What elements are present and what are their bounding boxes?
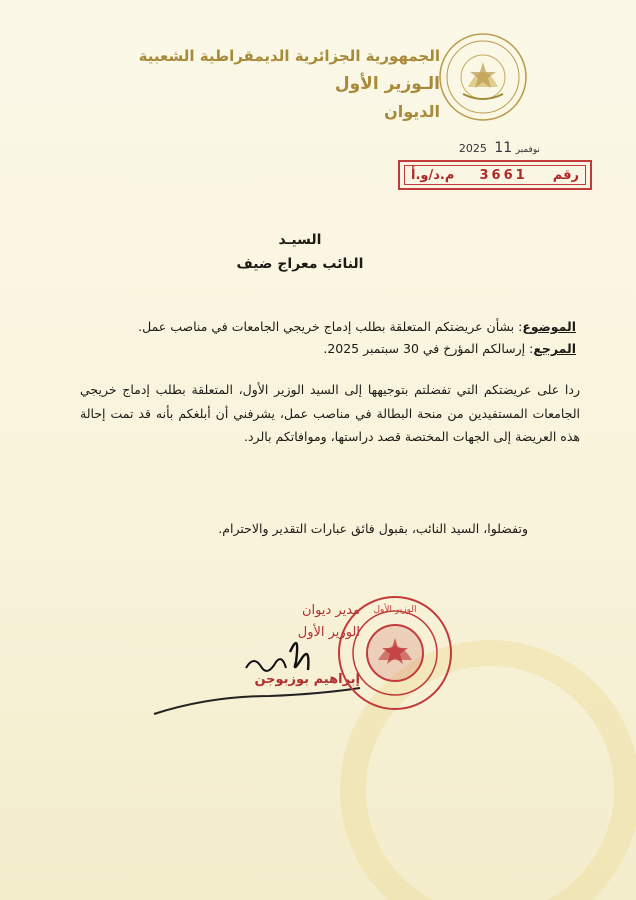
signatory-name: إبراهيم بوزبوجن (254, 672, 360, 687)
stamp-text: الوزير الأول (373, 605, 417, 615)
signatory-title-line2: الوزير الأول (297, 625, 360, 640)
reference-number: 3661 (479, 167, 528, 183)
republic-name: الجمهورية الجزائرية الديمقراطية الشعبية (138, 47, 440, 65)
reference-label: رقم (552, 167, 579, 183)
official-stamp-icon (336, 594, 454, 712)
letter-date (440, 140, 540, 156)
signatory-title-line1: مدير ديوان (302, 603, 360, 618)
body-paragraph: ردا على عريضتكم التي تفضلتم بتوجيهها إلى السيد الوزير الأول، المتعلقة بطلب إدماج خريجي الجامعات المستفيدين من منحة البطالة في مناصب عمل، يشرفني أن أبلغكم بأنه قد تمت إحالة هذه العريضة إلى الجهات المختصة قصد دراستها، وموافاتكم بالرد. (80, 382, 580, 444)
reference-code: م.د/و.أ (411, 167, 455, 183)
subject-label: الموضوع (522, 319, 576, 334)
addressee-name: النائب معراج ضيف (236, 256, 364, 272)
date-year: 2025 (458, 142, 487, 155)
date-month: نوفمبر (515, 145, 540, 155)
subject-line (56, 316, 576, 338)
closing-formula: وتفضلوا، السيد النائب، بقبول فائق عبارات التقدير والاحترام. (218, 521, 528, 536)
reference-line-label: المرجع (533, 341, 576, 356)
reference-number-box (398, 160, 592, 190)
letterhead (120, 42, 440, 126)
reference-line (56, 338, 576, 360)
prime-minister-emblem-icon (438, 32, 528, 122)
cabinet-heading: الديوان (384, 102, 440, 121)
reference-line-text: : إرسالكم المؤرخ في 30 سبتمبر 2025. (323, 341, 534, 356)
addressee-title: السيـد (278, 232, 322, 248)
date-day: 11 (494, 140, 513, 156)
addressee-block (180, 228, 420, 276)
prime-minister-heading: الـوزير الأول (334, 74, 440, 94)
subject-block (56, 316, 576, 360)
subject-text: : بشأن عريضتكم المتعلقة بطلب إدماج خريجي الجامعات في مناصب عمل. (138, 319, 523, 334)
